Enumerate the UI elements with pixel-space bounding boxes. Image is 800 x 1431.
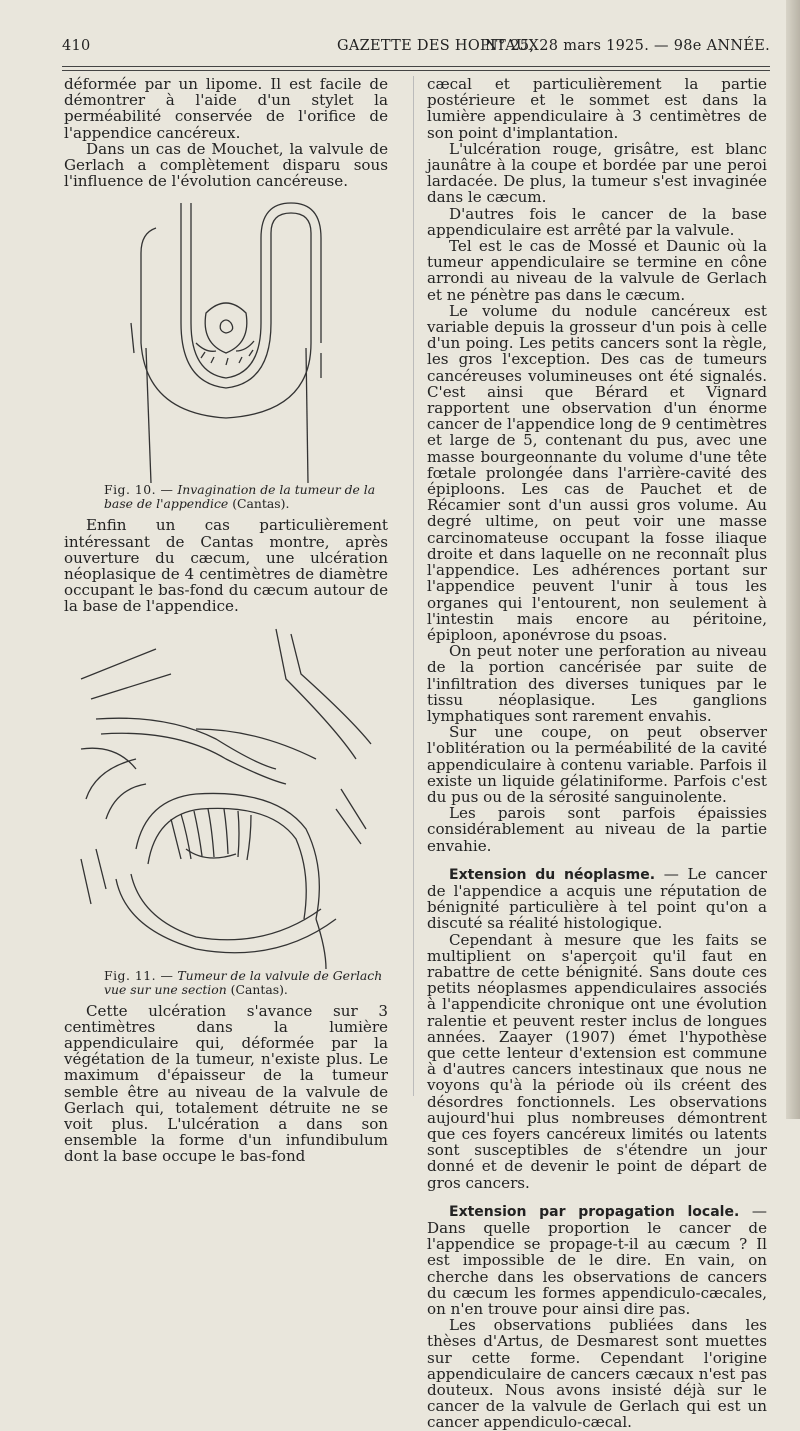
section-heading-extension: Extension du néoplasme. xyxy=(449,866,656,883)
right-paragraph-5: Le volume du nodule cancéreux est variable depuis la grosseur d'un pois à celle d'un poing. Les petits cancers sont la règle, les gros l'exception. Des cas de tumeurs cancéreuses volumineuses ont été signalés. C'est ainsi que Bérard et Vignard rapportent une observation d'un énorme cancer de l'appendice long de 9 centimètres et large de 5, contenant du pus, avec une masse bourgeonnante du volume d'une tête fœtale prolongée dans l'arrière-cavité des épiploons. Les cas de Pauchet et de Récamier sont d'un aussi gros volume. Au degré ultime, on peut voir une masse carcinomateuse occupant la fosse iliaque droite et dans laquelle on ne reconnaît plus l'appendice. Les adhérences portant sur l'appendice peuvent l'unir à tous les organes qui l'entourent, non seulement à l'intestin mais encore au péritoine, épiploon, aponévrose du psoas. xyxy=(427,301,767,644)
right-paragraph-2: L'ulcération rouge, grisâtre, est blanc jaunâtre à la coupe et bordée par une peroi lardacée. De plus, la tumeur s'est invaginée dans le cæcum. xyxy=(427,139,767,207)
right-paragraph-4: Tel est le cas de Mossé et Daunic où la tumeur appendiculaire se termine en cône arrondi au niveau de la valvule de Gerlach et ne pénètre pas dans le cæcum. xyxy=(427,237,767,304)
section-extension-neoplasme xyxy=(427,866,767,932)
figure-10-caption xyxy=(64,483,388,511)
issue-info: N° 25, 28 mars 1925. — 98e ANNÉE. xyxy=(484,38,770,54)
figure-11-caption-text: Tumeur de la valvule de Gerlach vue sur une section xyxy=(104,967,383,997)
right-paragraph-7: Sur une coupe, on peut observer l'oblitération ou la perméabilité de la cavité appendiculaire à contenu variable. Parfois il existe un liquide gélatiniforme. Parfois c'est du pus ou de la sérosité sanguinolente. xyxy=(427,723,767,806)
right-paragraph-9: Cependant à mesure que les faits se multiplient on s'aperçoit qu'il faut en rabattre de cette bénignité. Sans doute ces petits néoplasmes appendiculaires associés à l'appendicite chronique ont une évolution ralentie et peuvent rester inclus de longues années. Zaayer (1907) émet l'hypothèse que cette lenteur d'extension est commune à d'autres cancers intestinaux que nous ne voyons qu'à la période où ils créent des désordres fonctionnels. Les observations aujourd'hui plus nombreuses démontrent que ces foyers cancéreux limités ou latents sont susceptibles de s'étendre un jour donné et de devenir le point de départ de gros cancers. xyxy=(427,930,767,1192)
right-paragraph-3: D'autres fois le cancer de la base appendiculaire est arrêté par la valvule. xyxy=(427,204,767,239)
page-number: 410 xyxy=(62,38,91,54)
page-header xyxy=(62,38,770,60)
figure-10 xyxy=(64,193,388,511)
right-paragraph-10: Les observations publiées dans les thèses d'Artus, de Desmarest sont muettes sur cette forme. Cependant l'origine appendiculaire de cancers cæcaux n'est pas douteux. Nous avons insisté déjà sur le cancer de la valvule de Gerlach qui est un cancer appendiculo-cæcal. xyxy=(427,1316,767,1431)
right-paragraph-1: cæcal et particulièrement la partie postérieure et le sommet est dans la lumière appendiculaire à 3 centimètres de son point d'implantation. xyxy=(427,75,767,142)
left-paragraph-4: Cette ulcération s'avance sur 3 centimètres dans la lumière appendiculaire qui, déformée par la végétation de la tumeur, n'existe plus. Le maximum d'épaisseur de la tumeur semble être au niveau de la valvule de Gerlach qui, totalement détruite ne se voit plus. L'ulcération a dans son ensemble la forme d'un infundibulum dont la base occupe le bas-fond xyxy=(64,1001,388,1166)
header-rule-bottom xyxy=(62,70,770,71)
figure-11-illustration xyxy=(76,619,376,969)
figure-10-illustration xyxy=(76,193,376,483)
figure-10-caption-text: Invagination de la tumeur de la base de l'appendice xyxy=(104,482,376,512)
section-text-propagation: — Dans quelle proportion le cancer de l'appendice se propage-t-il au cæcum ? Il est impossible de le dire. En vain, on cherche dans les observations de cancers du cæcum les formes appendiculo-cæcales, on n'en trouve pour ainsi dire pas. xyxy=(427,1201,767,1319)
figure-11-caption xyxy=(64,969,388,997)
right-paragraph-8: Les parois sont parfois épaissies considérablement au niveau de la partie envahie. xyxy=(427,804,767,855)
right-column xyxy=(427,76,767,1431)
section-propagation-locale xyxy=(427,1203,767,1317)
left-paragraph-2: Dans un cas de Mouchet, la valvule de Gerlach a complètement disparu sous l'influence de l'évolution cancéreuse. xyxy=(64,139,388,191)
section-text-extension: — Le cancer de l'appendice a acquis une réputation de bénignité particulière à tel point qu'on a discuté sa réalité histologique. xyxy=(427,864,767,933)
left-paragraph-3: Enfin un cas particulièrement intéressant de Cantas montre, après ouverture du cæcum, une ulcération néoplasique de 4 centimètres de diamètre occupant le bas-fond du cæcum autour de la base de l'appendice. xyxy=(64,516,388,616)
left-paragraph-1: déformée par un lipome. Il est facile de démontrer à l'aide d'un stylet la perméabilité conservée de l'orifice de l'appendice cancéreux. xyxy=(64,75,388,142)
journal-title: GAZETTE DES HOPITAUX xyxy=(337,38,540,54)
figure-11 xyxy=(64,619,388,997)
right-paragraph-6: On peut noter une perforation au niveau de la portion cancérisée par suite de l'infiltration des diverses tuniques par le tissu néoplasique. Les ganglions lymphatiques sont rarement envahis. xyxy=(427,642,767,725)
section-heading-propagation: Extension par propagation locale. xyxy=(449,1203,740,1220)
figure-10-label: Fig. 10. — xyxy=(104,482,174,498)
left-column xyxy=(64,76,388,1165)
figure-11-label: Fig. 11. — xyxy=(104,967,174,983)
section-gap-2 xyxy=(427,1191,767,1203)
figure-11-credit: (Cantas). xyxy=(230,981,288,997)
page-edge xyxy=(786,0,800,1119)
column-divider xyxy=(413,76,414,1096)
header-rule-top xyxy=(62,66,770,67)
figure-10-credit: (Cantas). xyxy=(232,496,290,512)
